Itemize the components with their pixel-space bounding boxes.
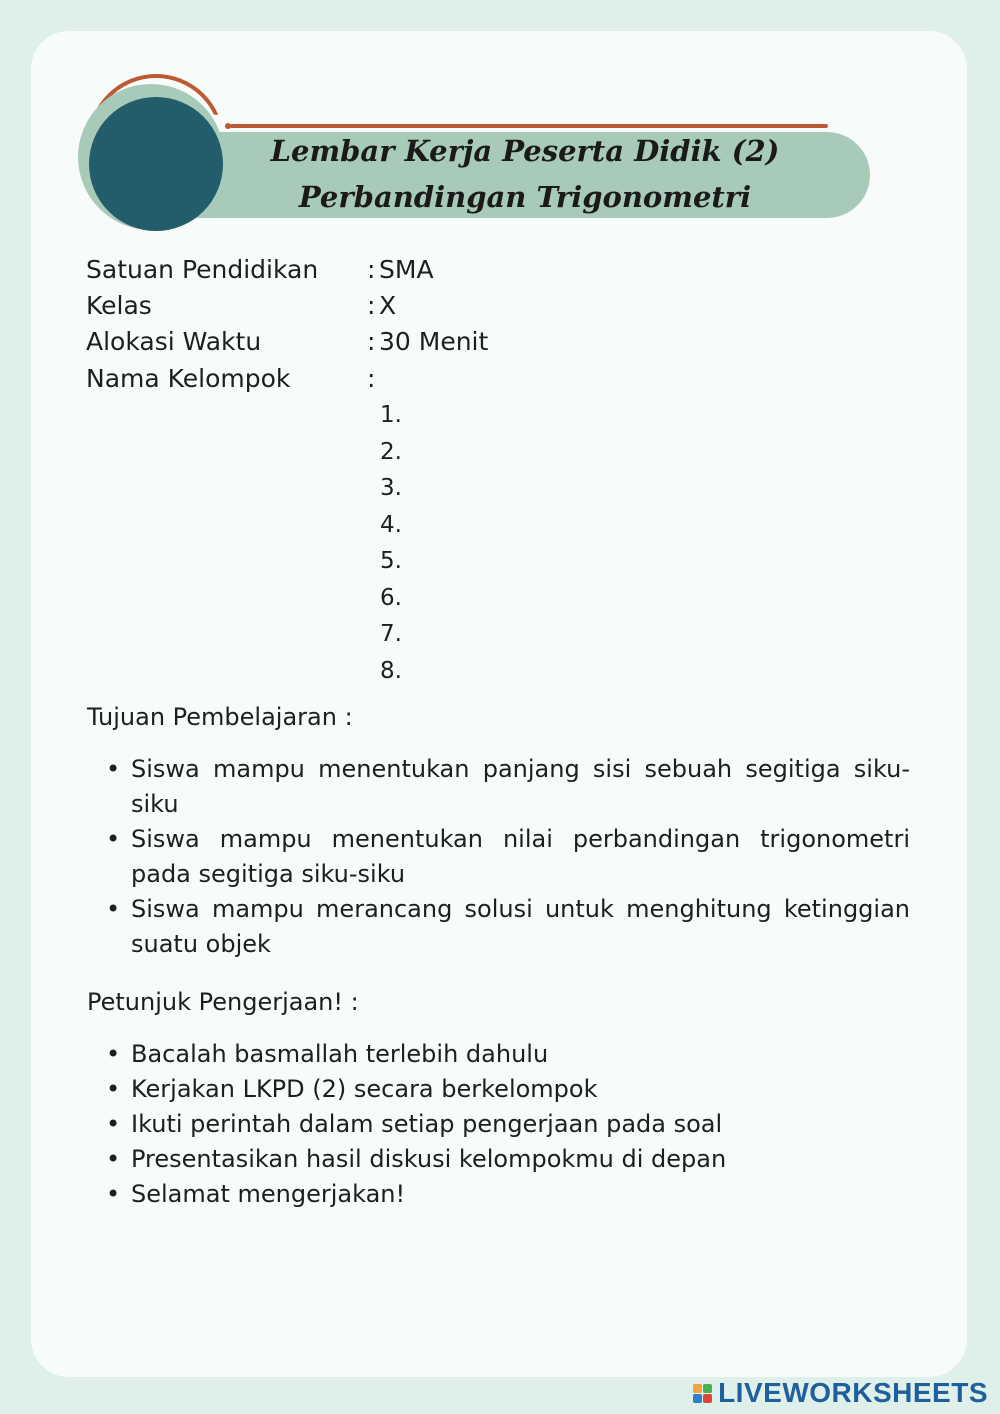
list-item: • Kerjakan LKPD (2) secara berkelompok (100, 1072, 910, 1107)
objectives-heading: Tujuan Pembelajaran : (87, 703, 353, 731)
info-colon: : (367, 327, 376, 356)
title-line-1: Lembar Kerja Peserta Didik (2) (270, 134, 780, 168)
member-number: 4. (380, 511, 402, 538)
instructions-list (100, 1037, 910, 1212)
brand-name: LIVEWORKSHEETS (718, 1377, 988, 1408)
info-colon: : (367, 255, 376, 284)
list-item: • Selamat mengerjakan! (100, 1177, 910, 1212)
info-value: X (379, 291, 397, 320)
member-number: 3. (380, 475, 402, 501)
list-item: • Siswa mampu menentukan panjang sisi sebuah segitiga siku-siku (100, 752, 910, 822)
info-label: Kelas (86, 291, 152, 320)
info-value: SMA (379, 255, 434, 284)
list-item: • Siswa mampu merancang solusi untuk menghitung ketinggian suatu objek (100, 892, 910, 962)
member-number: 2. (380, 438, 402, 465)
member-number: 5. (380, 548, 402, 574)
member-number: 8. (380, 657, 402, 684)
info-label: Satuan Pendidikan (86, 255, 319, 284)
instructions-heading: Petunjuk Pengerjaan! : (87, 988, 359, 1016)
objectives-list (100, 752, 910, 962)
member-number: 7. (380, 621, 402, 647)
list-item: • Ikuti perintah dalam setiap pengerjaan pada soal (100, 1107, 910, 1142)
title-line-2: Perbandingan Trigonometri (298, 180, 752, 214)
liveworksheets-logo-icon (693, 1384, 712, 1403)
list-item: • Bacalah basmallah terlebih dahulu (100, 1037, 910, 1072)
member-number: 1. (380, 402, 402, 428)
info-value: 30 Menit (379, 327, 489, 356)
page-title (230, 128, 820, 220)
info-label: Alokasi Waktu (86, 327, 262, 356)
liveworksheets-footer[interactable] (693, 1378, 988, 1408)
list-item: • Siswa mampu menentukan nilai perbandingan trigonometri pada segitiga siku-siku (100, 822, 910, 892)
decorative-dark-circle (89, 97, 223, 231)
info-colon: : (367, 291, 376, 320)
info-label: Nama Kelompok (86, 364, 291, 393)
member-number: 6. (380, 584, 402, 611)
list-item: • Presentasikan hasil diskusi kelompokmu di depan (100, 1142, 910, 1177)
info-colon: : (367, 364, 376, 393)
